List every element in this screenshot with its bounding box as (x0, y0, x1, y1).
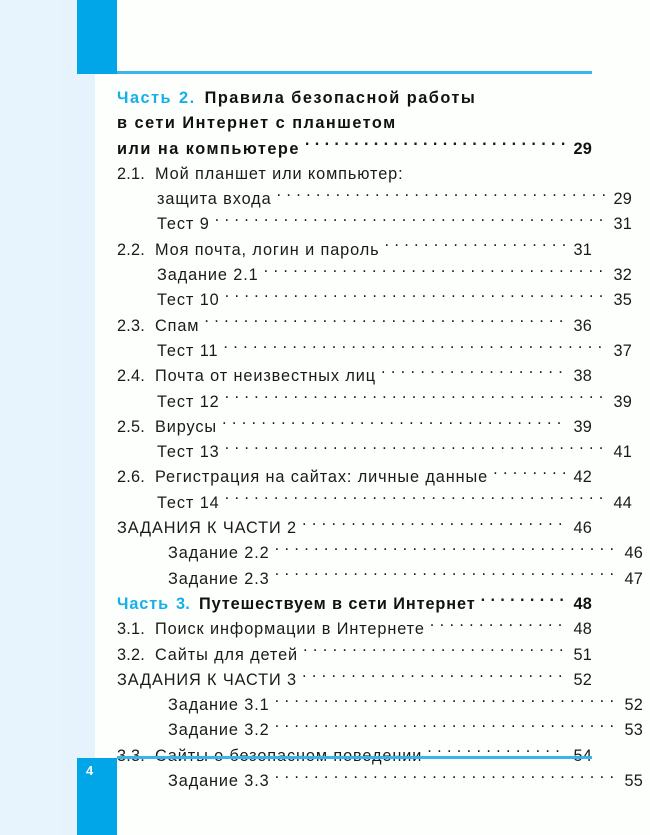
dot-leader (303, 643, 565, 659)
part-2-page-number: 29 (573, 139, 592, 158)
part-word: Часть (117, 594, 170, 613)
toc-entry[interactable] (117, 440, 632, 465)
toc-entry[interactable] (117, 415, 592, 440)
toc-entry-label: Тест 12 (157, 392, 220, 411)
dot-leader (305, 137, 565, 153)
toc-entry-label: Вирусы (154, 417, 217, 436)
toc-entry[interactable] (117, 263, 632, 288)
toc-entry[interactable] (117, 541, 643, 566)
toc-entry[interactable] (117, 693, 643, 718)
part-title-line-2: в сети Интернет с планшетом (117, 114, 397, 133)
dot-leader (385, 238, 566, 254)
toc-entry-label: Тест 14 (157, 493, 220, 512)
dot-leader (277, 188, 605, 204)
dot-leader (302, 669, 565, 685)
toc-entry-page-number: 55 (624, 772, 643, 791)
toc-entry[interactable] (117, 718, 643, 743)
toc-entry-label: Задание 3.3 (168, 772, 270, 791)
toc-entry-label: Почта от неизвестных лиц (154, 367, 376, 386)
page-left-band (60, 0, 95, 835)
dot-leader (275, 694, 616, 710)
toc-entry[interactable] (117, 491, 632, 516)
row-filler (409, 163, 565, 179)
toc-entry[interactable] (117, 364, 592, 389)
toc-entry-label: ЗАДАНИЯ К ЧАСТИ 3 (117, 670, 297, 689)
toc-entry-label: Задание 3.2 (168, 721, 270, 740)
toc-entry-label: Поиск информации в Интернете (154, 620, 425, 639)
toc-entry[interactable] (117, 465, 592, 490)
toc-entry-page-number: 46 (573, 519, 592, 538)
toc-entry-page-number: 35 (613, 291, 632, 310)
toc-entry-page-number: 41 (613, 443, 632, 462)
dot-leader (264, 264, 605, 280)
toc-entry-label: Спам (154, 316, 200, 335)
toc-entry[interactable] (117, 390, 632, 415)
toc-entry-page-number: 48 (573, 620, 592, 639)
toc-entry-page-number: 52 (573, 670, 592, 689)
dot-leader (275, 542, 616, 558)
toc-entry[interactable] (117, 288, 632, 313)
toc-entry[interactable] (117, 187, 632, 212)
toc-part-2-heading-line2 (117, 111, 592, 136)
toc-entry[interactable] (117, 567, 643, 592)
footer-accent-tab (77, 758, 117, 835)
toc-entry-page-number: 44 (613, 493, 632, 512)
toc-entry[interactable] (117, 339, 632, 364)
toc-entry[interactable] (117, 643, 592, 668)
dot-leader (275, 567, 616, 583)
toc-entry-label: Задание 3.1 (168, 696, 270, 715)
toc-entry[interactable] (117, 516, 592, 541)
dot-leader (225, 390, 605, 406)
dot-leader (430, 618, 565, 634)
toc-entry-label: Тест 9 (157, 215, 210, 234)
toc-entry-number: 2.3. (117, 316, 145, 335)
toc-entry-label: Задание 2.2 (168, 544, 270, 563)
dot-leader (222, 416, 565, 432)
dot-leader (225, 491, 605, 507)
toc-entry-label: Сайты для детей (154, 645, 299, 664)
toc-entry-page-number: 32 (613, 266, 632, 285)
toc-entry-number: 2.5. (117, 417, 145, 436)
toc-entry-page-number: 42 (573, 468, 592, 487)
dot-leader (204, 314, 565, 330)
part-3-page-number: 48 (573, 594, 592, 613)
dot-leader (493, 466, 565, 482)
toc-part-2-heading-line3 (117, 137, 592, 162)
toc-entry[interactable] (117, 212, 632, 237)
toc-entry-label: Регистрация на сайтах: личные данные (154, 468, 489, 487)
toc-entry-label: Моя почта, логин и пароль (154, 240, 380, 259)
toc-entry[interactable] (117, 238, 592, 263)
part-3-title: Путешествуем в сети Интернет (199, 594, 476, 613)
toc-entry-page-number: 53 (624, 721, 643, 740)
table-of-contents (117, 86, 643, 794)
toc-entry-label: Задание 2.3 (168, 569, 270, 588)
dot-leader (381, 365, 565, 381)
part-number: 2. (179, 89, 196, 107)
toc-entry-number: 2.6. (117, 468, 145, 487)
toc-entry-label: Тест 13 (157, 443, 220, 462)
toc-entry-number: 2.2. (117, 240, 145, 259)
toc-entry-page-number: 38 (573, 367, 592, 386)
toc-entry-page-number: 29 (613, 190, 632, 209)
dot-leader (275, 770, 616, 786)
toc-entry-page-number: 39 (613, 392, 632, 411)
toc-entry[interactable] (117, 162, 592, 187)
part-title-line-1: Правила безопасной работы (204, 89, 477, 107)
page-number: 4 (86, 763, 94, 778)
toc-entry[interactable] (117, 314, 592, 339)
toc-part-2-heading[interactable] (117, 86, 592, 162)
dot-leader (481, 593, 565, 609)
header-rule (117, 71, 592, 74)
toc-entry-number: 3.2. (117, 645, 145, 664)
toc-entry[interactable] (117, 769, 643, 794)
dot-leader (223, 340, 605, 356)
toc-entry-label: Мой планшет или компьютер: (154, 164, 404, 183)
toc-entry-page-number: 47 (624, 569, 643, 588)
part-number: 3. (176, 594, 191, 613)
toc-entries-part-2 (117, 162, 643, 592)
toc-entry-label: Задание 2.1 (157, 266, 259, 285)
toc-entry[interactable] (117, 668, 592, 693)
toc-entries-part-3 (117, 617, 643, 794)
dot-leader (275, 719, 616, 735)
toc-entry-label: Тест 10 (157, 291, 220, 310)
dot-leader (225, 289, 605, 305)
toc-entry[interactable] (117, 617, 592, 642)
toc-entry-page-number: 37 (613, 341, 632, 360)
toc-part-2-heading-line1 (117, 86, 592, 111)
toc-part-3-heading[interactable] (117, 592, 592, 617)
part-word: Часть (117, 89, 173, 107)
toc-entry-page-number: 36 (573, 316, 592, 335)
header-accent-tab (77, 0, 117, 74)
toc-entry-page-number: 51 (573, 645, 592, 664)
toc-entry-page-number: 31 (613, 215, 632, 234)
dot-leader (215, 213, 605, 229)
toc-entry-number: 2.1. (117, 164, 145, 183)
toc-entry-page-number: 52 (624, 696, 643, 715)
dot-leader (225, 441, 605, 457)
toc-entry-label: Тест 11 (157, 341, 219, 360)
toc-entry-number: 3.1. (117, 620, 145, 639)
dot-leader (302, 517, 565, 533)
part-title-line-3: или на компьютере (117, 139, 300, 158)
toc-entry-label: защита входа (157, 190, 272, 209)
toc-entry-page-number: 39 (573, 417, 592, 436)
toc-entry-label: ЗАДАНИЯ К ЧАСТИ 2 (117, 519, 297, 538)
toc-entry-page-number: 46 (624, 544, 643, 563)
toc-entry-number: 2.4. (117, 367, 145, 386)
footer-rule (117, 756, 592, 759)
toc-entry-page-number: 31 (573, 240, 592, 259)
